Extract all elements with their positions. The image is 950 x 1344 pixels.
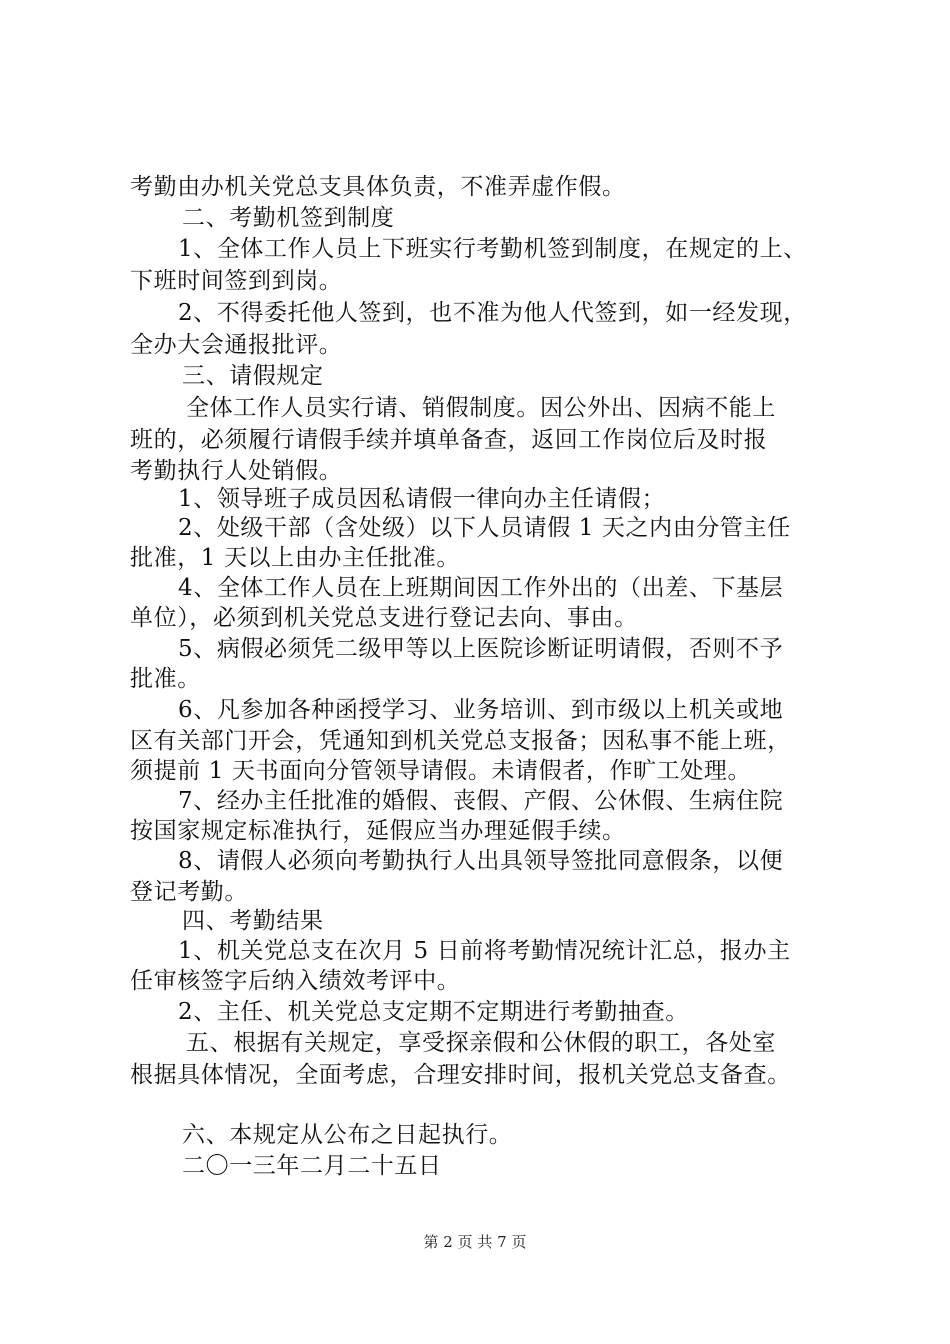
body-line: 下班时间签到到岗。 [130,268,343,294]
body-line: 1、全体工作人员上下班实行考勤机签到制度，在规定的上、 [178,236,807,262]
section-heading: 四、考勤结果 [182,908,324,934]
body-line: 登记考勤。 [130,879,248,905]
body-line: 全办大会通报批评。 [130,332,343,358]
body-line: 单位），必须到机关党总支进行登记去向、事由。 [130,605,638,631]
body-line: 6、凡参加各种函授学习、业务培训、到市级以上机关或地 [178,697,784,723]
page-number-footer: 第 2 页 共 7 页 [423,1233,527,1251]
body-line: 2、主任、机关党总支定期不定期进行考勤抽查。 [178,999,689,1025]
body-line: 任审核签字后纳入绩效考评中。 [130,968,461,994]
body-line: 批准，1 天以上由办主任批准。 [130,545,460,571]
body-line: 考勤执行人处销假。 [130,458,343,484]
document-date: 二〇一三年二月二十五日 [182,1153,442,1179]
body-line: 班的，必须履行请假手续并填单备查，返回工作岗位后及时报 [130,427,768,453]
body-line: 1、机关党总支在次月 5 日前将考勤情况统计汇总，报办主 [178,938,791,964]
body-line: 2、不得委托他人签到，也不准为他人代签到，如一经发现， [178,300,807,326]
body-line: 按国家规定标准执行，延假应当办理延假手续。 [130,818,626,844]
body-line: 须提前 1 天书面向分管领导请假。未请假者，作旷工处理。 [130,758,752,784]
section-heading: 三、请假规定 [182,363,324,389]
section-heading: 二、考勤机签到制度 [182,205,395,231]
body-line: 区有关部门开会，凭通知到机关党总支报备；因私事不能上班， [130,728,791,754]
body-line: 批准。 [130,666,201,692]
body-line: 1、领导班子成员因私请假一律向办主任请假； [178,486,666,512]
body-line: 根据具体情况，全面考虑，合理安排时间，报机关党总支备查。 [130,1062,791,1088]
body-line: 4、全体工作人员在上班期间因工作外出的（出差、下基层 [178,575,784,601]
body-line: 考勤由办机关党总支具体负责，不准弄虚作假。 [130,174,626,200]
section-heading: 六、本规定从公布之日起执行。 [182,1122,513,1148]
body-line: 2、处级干部（含处级）以下人员请假 1 天之内由分管主任 [178,515,791,541]
body-line: 全体工作人员实行请、销假制度。因公外出、因病不能上 [186,395,776,421]
body-line: 7、经办主任批准的婚假、丧假、产假、公休假、生病住院 [178,788,784,814]
body-line: 5、病假必须凭二级甲等以上医院诊断证明请假，否则不予 [178,636,784,662]
body-line: 8、请假人必须向考勤执行人出具领导签批同意假条，以便 [178,848,784,874]
section-heading: 五、根据有关规定，享受探亲假和公休假的职工，各处室 [186,1030,776,1056]
